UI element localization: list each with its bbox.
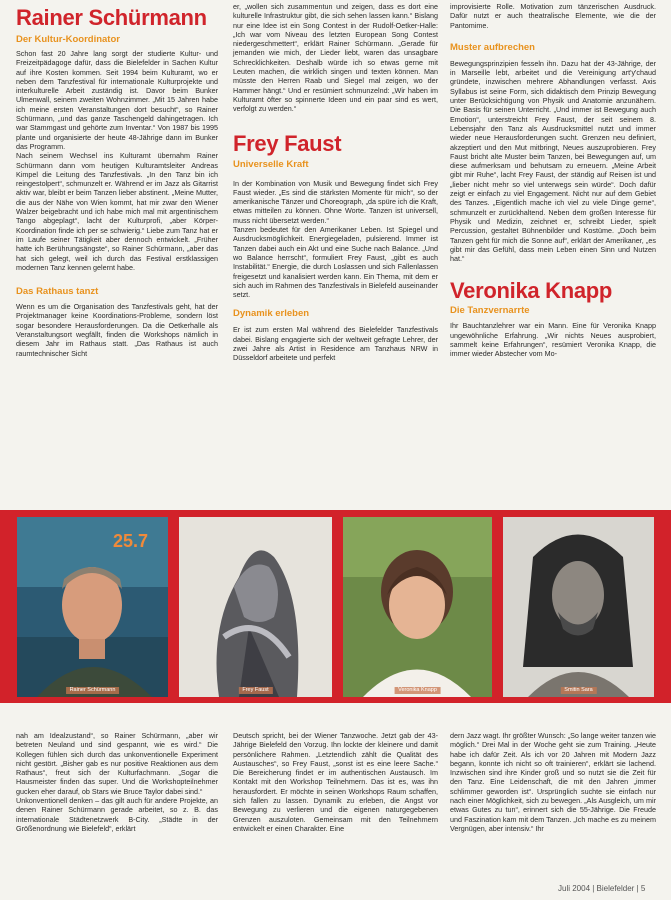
headline-frey: Frey Faust (233, 130, 342, 156)
photo-rainer (17, 517, 168, 697)
paragraph: dern Jazz wagt. Ihr größter Wunsch: „So lange weiter tanzen wie möglich.“ Drei Mal in der Woche geht sie zum Training. „Heute habe ich dafür Zeit. Als ich vor 20 Jahren mit Modern Jazz begann, konnte ich nicht so oft trainieren“, erklärt sie lachend. Inzwischen sind ihre Kinder groß und so nutzt sie die Zeit für den Tanz. Eine Leidenschaft, die mit den Jahren „immer schlimmer geworden ist“. Ursprünglich suchte sie einfach nur nach einer Möglichkeit, sich zu bewegen. „Als Ausgleich, um mir etwas Gutes zu tun“, erinnert sich die 55-Jährige. Die Freude und Faszination kam mit dem Tanzen. „Ich mache es zu meinem Vergnügen, aber intensiv.“ Ihr (450, 731, 657, 833)
column-1-top (16, 6, 218, 358)
svg-text:25.7: 25.7 (113, 531, 149, 551)
column-2-bottom (233, 731, 438, 833)
photo-smitin (503, 517, 654, 697)
subhead-dynamik: Dynamik erleben (233, 308, 310, 320)
column-3-bottom (450, 731, 656, 833)
subhead-rathaus: Das Rathaus tanzt (16, 286, 99, 298)
paragraph: Wenn es um die Organisation des Tanzfestivals geht, hat der Projektmanager keine Koordinations-Probleme, sondern löst sogar besondere Herausforderungen. Da die Oetkerhalle als Veranstaltungsort wegfällt, finden die Workshops nämlich in diesem Jahr im Rathaus statt. „Das Rathaus ist auch raumtechnischer Sicht (16, 302, 218, 358)
paragraph: Unkonventionell denken – das gilt auch für andere Projekte, an denen Rainer Schürmann gerade arbeitet, so z. B. das internationale Städtenetzwerk B-City. „Städte in der Größenordnung wie Bielefeld“, erklärt (16, 796, 218, 833)
column-3-top (450, 2, 656, 359)
paragraph: Er ist zum ersten Mal während des Bielefelder Tanzfestivals dabei. Bislang engagierte sich der weltweit gefragte Lehrer, der zwei Jahre als Artist in Residence am Tanzhaus NRW in Düsseldorf arbeitete und perfekt (233, 325, 438, 363)
paragraph: nah am Idealzustand“, so Rainer Schürmann, „aber wir betreten Neuland und sind gespannt, wie es wird.“ Die Kollegen fühlen sich durch das unkonventionelle Experiment nicht gestört. „Bisher gab es nur positive Reaktionen aus dem Rathaus“, freut sich der Kulturfachmann. „Sogar die Hausmeister finden das super. Und die Workshopteilnehmer gucken eher darauf, ob Stars wie Bruce Taylor dabei sind.“ (16, 731, 218, 796)
subhead-muster: Muster aufbrechen (450, 41, 535, 53)
paragraph: Schon fast 20 Jahre lang sorgt der studierte Kultur- und Freizeitpädagoge dafür, dass die Bielefelder in Sachen Kultur auf ihre Kosten kommen. Seit 1994 beim Kulturamt, wo er neben dem Tanzfestival für internationale Kulturprojekte und interkulturelle Arbeit zuständig ist. Davor beim Bunker Ulmenwall, seinem zweiten Wohnzimmer. „Mit 15 Jahren habe ich meine ersten Veranstaltungen dort besucht“, so Rainer Schürmann, „und das ganze Taschengeld dahingetragen. Ich war Stammgast und gehörte zum Inventar.“ Von 1987 bis 1995 plante und organisierte der heute 48-Jährige dann im Bunker das Programm. (16, 49, 218, 151)
headline-rainer: Rainer Schürmann (16, 5, 207, 30)
paragraph: Ihr Bauchtanzlehrer war ein Mann. Eine für Veronika Knapp ungewöhnliche Erfahrung. „Wir nichts Neues ausprobiert, sammelt keine Erfahrungen“, resümiert Veronika Knapp, die immer wieder Abstecher vom Mo- (450, 321, 656, 359)
column-1-bottom (16, 731, 218, 833)
paragraph: In der Kombination von Musik und Bewegung findet sich Frey Faust wieder. „Es sind die stärksten Momente für mich“, so der amerikanische Tänzer und Choreograph, „da spüre ich die Kraft, etwas mitteilen zu können. Ohne Worte. Tanzen ist universell, muss nicht übersetzt werden.“ (233, 178, 438, 225)
paragraph: er, „wollen sich zusammentun und zeigen, dass es dort eine kulturelle Infrastruktur gibt, die sich sehen lassen kann.“ Bislang nur eine Idee ist ein Song Contest in der Rudolf-Oetker-Halle: „Ich war vom Niveau des letzten European Song Contest niedergeschmettert“, erklärt Rainer Schürmann. „Gerade für jemanden wie mich, der Lieder liebt, waren das unsagbare Schrecklichkeiten. Deshalb würde ich so etwas gerne mit Leuten machen, die wirklich singen und texten können. Man müsste den Herren Raab und Siegel mal zeigen, wo der Hammer hängt.“ Und er resümiert schmunzelnd: „Wir haben im Kulturamt öfter so spinnerte Ideen und ein paar sind es wert, verfolgt zu werden.“ (233, 2, 438, 114)
column-2-top (233, 2, 438, 363)
subhead-frey: Universelle Kraft (233, 158, 309, 170)
paragraph: Tanzen bedeutet für den Amerikaner Leben. Ist Spiegel und Ausdrucksmöglichkeit. Energiegeladen, pulsierend. Immer ist Tanzen dabei auch ein Akt und eine Suche nach Balance. „Und wo Balance herrscht“, formuliert Frey Faust, „gibt es auch Instabilität.“ Energie, die durch Loslassen und sich Fallenlassen freigesetzt und kanalisiert werden kann. Ein Thema, mit dem er sich auch im Rahmen des Tanzfestivals in Bielefeld auseinander setzt. (233, 225, 438, 300)
photo-caption: Frey Faust (238, 687, 272, 694)
paragraph: Nach seinem Wechsel ins Kulturamt übernahm Rainer Schürmann dann vom heutigen Kulturamtsleiter Andreas Kimpel die Leitung des Tanzfestivals. „In den Tanz bin ich reingestolpert“, schmunzelt er. Während er im Jazz als Gitarrist aktiv war, bleibt er beim Tanzen lieber abstinent. „Meine Mutter, die aus der Nähe von Wien kommt, hat mir zwar den Wiener Walzer beigebracht und ich habe mich mal mit argentinischem Tango abgeplagt“, lacht der Kulturprofi, „aber Körper-Koordination finde ich per se schwierig.“ Liebe zum Tanz hat er im Laufe seiner Tätigkeit aber dennoch entwickelt. „Früher hatte ich Berührungsängste“, so Rainer Schürmann, „aber das hat sich gelegt, weil ich durch das Festival erstklassigen modernen Tanz kennen gelernt habe. (16, 151, 218, 272)
photo-caption: Veronika Knapp (394, 687, 441, 694)
paragraph: improvisierte Rolle. Motivation zum tänzerischen Ausdruck. Dafür nutzt er auch theatralische Elemente, wie die der Pantomime. (450, 2, 656, 30)
photo-veronika (343, 517, 492, 697)
paragraph: Bewegungsprinzipien fesseln ihn. Dazu hat der 43-Jährige, der in Marseille lebt, arbeitet und die Vereinigung art'y'chaud gründete, inzwischen mehrere Abhandlungen verfasst. Axis Syllabus ist seine Form, sich didaktisch dem Prinzip Bewegung unter Berücksichtigung von Physik und Anatomie anzunähern. Die Basis für seinen Unterricht. „Und immer ist Bewegung auch Emotion“, unterstreicht Frey Faust, der seit seinem 8. Lebensjahr den Tanz als Ausdrucksmittel nutzt und immer wieder neue Herausforderungen sucht. Grenzen neu definiert, akzeptiert und den Mut mitbringt, Neues auszuprobieren. Frey Faust bricht alte Muster beim Tanzen, bei Bewegungen auf, um diese aufmerksam und behutsam zu erneuern. „Meine Arbeit gibt mir Ruhe“, lacht Frey Faust, der ständig auf Reisen ist und „lieber nicht mehr so viel unterwegs sein würde“. Doch dafür zeigt er einfach zu viel Engagement. Nicht nur auf dem Gebiet des Tanzes. „Eigentlich mache ich viel zu viele Dinge gerne“, schmunzelt er zurückhaltend. Neben dem großen Interesse für Physik und Medizin, zeichnet er, schreibt Lieder, spielt Percussion, gestaltet Bühnenbilder und Kostüme. „Doch beim Tanzen geht für mich die Sonne auf“, erklärt der Amerikaner, „es gibt mir das Gefühl, dass mein Leben einen Sinn und Nutzen hat.“ (450, 58, 656, 264)
photo-caption: Smitin Sara (560, 687, 596, 694)
paragraph: Deutsch spricht, bei der Wiener Tanzwoche. Jetzt gab der 43-Jährige Bielefeld den Vorzug. Ihn lockte der kleinere und damit persönlichere Rahmen. „Letztendlich zählt die Qualität des Austausches“, so Frey Faust, „sonst ist es eine leere Sache.“ Die Bereicherung findet er im authentischen Austausch. Im Kontakt mit den Workshop Teilnehmern. Das ist es, was ihn herausfordert. Er möchte in seinen Workshops Raum schaffen, sich fallen zu lassen. Dynamik zu erleben, die Angst vor Bewegung zu verlieren und die eigenen naturgegebenen Grenzen auszuloten. Gemeinsam mit den Teilnehmern entwickelt er einen Charakter. Eine (233, 731, 438, 833)
photo-caption: Rainer Schürmann (66, 687, 120, 694)
photo-frey (179, 517, 332, 697)
page-footer: Juli 2004 | Bielefelder | 5 (558, 884, 646, 893)
headline-veronika: Veronika Knapp (450, 278, 613, 304)
subhead-rainer: Der Kultur-Koordinator (16, 34, 120, 45)
subhead-veronika: Die Tanzvernarrte (450, 305, 530, 317)
